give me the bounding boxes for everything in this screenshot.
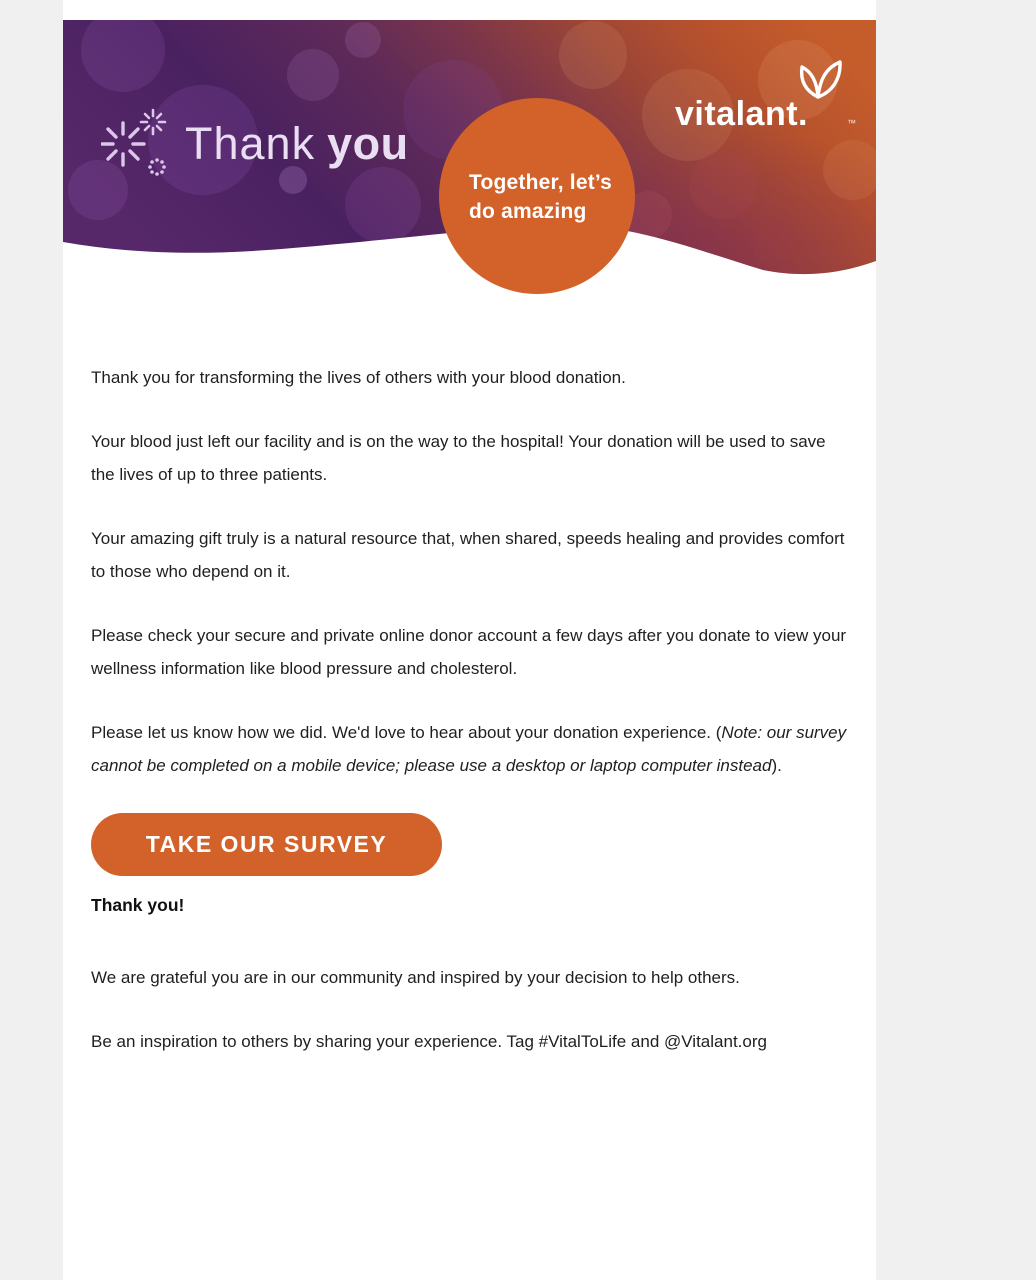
paragraph-blood-left-facility: Your blood just left our facility and is on the way to the hospital! Your donation will be used to save the lives of up to three patients. (91, 432, 826, 484)
headline-you: you (327, 118, 409, 169)
paragraph-survey-note (91, 716, 848, 782)
paragraph-grateful: We are grateful you are in our community and inspired by your decision to help others. (91, 968, 740, 987)
promo-circle (439, 98, 635, 294)
survey-note-italic: Note: our survey cannot be completed on a mobile device; please use a desktop or laptop computer instead (91, 723, 847, 775)
paragraph-amazing-gift: Your amazing gift truly is a natural resource that, when shared, speeds healing and provides comfort to those who depend on it. (91, 529, 845, 581)
vitalant-trademark: ™ (847, 118, 856, 128)
take-survey-button[interactable]: TAKE OUR SURVEY (91, 813, 442, 876)
promo-line1: Together, let’s (469, 171, 613, 194)
vitalant-logo-text: vitalant. (675, 95, 808, 133)
promo-line2: do amazing (469, 200, 587, 223)
headline-thank: Thank (185, 118, 316, 169)
sparkle-icon (101, 108, 171, 180)
thank-you-heading: Thank you! (91, 895, 185, 915)
vitalant-leaf-icon (793, 60, 845, 100)
paragraph-share-experience: Be an inspiration to others by sharing your experience. Tag #VitalToLife and @Vitalant.org (91, 1032, 767, 1051)
survey-note-regular: Please let us know how we did. We'd love to hear about your donation experience. ( (91, 723, 722, 742)
paragraph-donor-account: Please check your secure and private online donor account a few days after you donate to view your wellness information like blood pressure and cholesterol. (91, 626, 847, 678)
email-content (63, 296, 876, 1129)
banner-headline (101, 108, 409, 180)
email-body (63, 0, 876, 1280)
survey-note-end: ). (771, 756, 782, 775)
paragraph-thank-you-donation: Thank you for transforming the lives of others with your blood donation. (91, 368, 626, 387)
header-banner (63, 20, 876, 296)
